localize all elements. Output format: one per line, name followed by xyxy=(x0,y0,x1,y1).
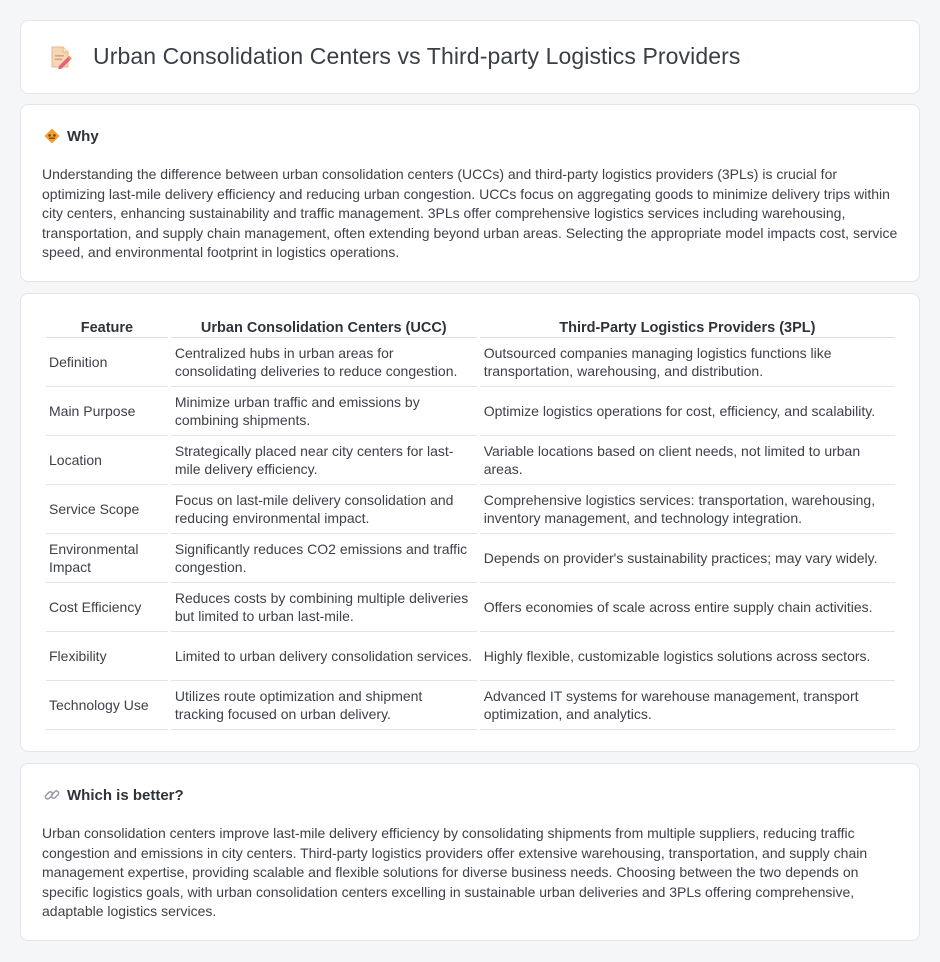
ucc-cell: Centralized hubs in urban areas for consolidating deliveries to reduce congestion. xyxy=(171,338,477,387)
tpl-cell: Advanced IT systems for warehouse management, transport optimization, and analytics. xyxy=(480,681,895,730)
feature-cell: Flexibility xyxy=(46,632,168,681)
why-heading-row xyxy=(43,127,99,145)
ucc-cell: Reduces costs by combining multiple deliveries but limited to urban last-mile. xyxy=(171,583,477,632)
title-row xyxy=(47,43,741,70)
ucc-cell: Utilizes route optimization and shipment tracking focused on urban delivery. xyxy=(171,681,477,730)
document-edit-icon xyxy=(47,44,73,70)
why-heading: Why xyxy=(67,127,99,145)
table-row xyxy=(46,681,895,730)
page-title: Urban Consolidation Centers vs Third-party Logistics Providers xyxy=(93,43,741,69)
table-row xyxy=(46,485,895,534)
tpl-cell: Offers economies of scale across entire supply chain activities. xyxy=(480,583,895,632)
feature-cell: Main Purpose xyxy=(46,387,168,436)
table-row xyxy=(46,338,895,387)
comparison-card xyxy=(20,293,920,752)
comparison-table xyxy=(43,316,898,730)
feature-cell: Cost Efficiency xyxy=(46,583,168,632)
ucc-cell: Focus on last-mile delivery consolidation and reducing environmental impact. xyxy=(171,485,477,534)
tpl-cell: Optimize logistics operations for cost, efficiency, and scalability. xyxy=(480,387,895,436)
better-heading-row xyxy=(43,786,184,804)
feature-cell: Service Scope xyxy=(46,485,168,534)
table-row xyxy=(46,632,895,681)
better-card xyxy=(20,763,920,941)
table-row xyxy=(46,387,895,436)
feature-cell: Environmental Impact xyxy=(46,534,168,583)
header-3pl: Third-Party Logistics Providers (3PL) xyxy=(480,316,895,338)
ucc-cell: Limited to urban delivery consolidation services. xyxy=(171,632,477,681)
table-row xyxy=(46,583,895,632)
tpl-cell: Depends on provider's sustainability practices; may vary widely. xyxy=(480,534,895,583)
why-body: Understanding the difference between urban consolidation centers (UCCs) and third-party logistics providers (3PLs) is crucial for optimizing last-mile delivery efficiency and reducing urban congestion. UCCs focus on aggregating goods to minimize delivery trips within city centers, enhancing sustainability and traffic management. 3PLs offer comprehensive logistics services including warehousing, transportation, and supply chain management, often extending beyond urban areas. Selecting the appropriate model impacts cost, service speed, and environmental footprint in logistics operations. xyxy=(42,166,898,261)
tpl-cell: Comprehensive logistics services: transportation, warehousing, inventory management, and technology integration. xyxy=(480,485,895,534)
feature-cell: Technology Use xyxy=(46,681,168,730)
ucc-cell: Strategically placed near city centers for last-mile delivery efficiency. xyxy=(171,436,477,485)
header-ucc: Urban Consolidation Centers (UCC) xyxy=(171,316,477,338)
better-heading: Which is better? xyxy=(67,786,184,804)
link-icon xyxy=(43,786,61,804)
tpl-cell: Highly flexible, customizable logistics solutions across sectors. xyxy=(480,632,895,681)
tpl-cell: Variable locations based on client needs, not limited to urban areas. xyxy=(480,436,895,485)
better-body: Urban consolidation centers improve last-mile delivery efficiency by consolidating shipments from multiple suppliers, reducing traffic congestion and emissions in city centers. Third-party logistics providers offer extensive warehousing, transportation, and supply chain management expertise, providing scalable and flexible solutions for diverse business needs. Choosing between the two depends on specific logistics goals, with urban consolidation centers excelling in sustainable urban deliveries and 3PLs offering comprehensive, adaptable logistics services. xyxy=(42,825,868,920)
table-row xyxy=(46,534,895,583)
why-card xyxy=(20,104,920,282)
tpl-cell: Outsourced companies managing logistics functions like transportation, warehousing, and distribution. xyxy=(480,338,895,387)
feature-cell: Definition xyxy=(46,338,168,387)
table-row xyxy=(46,436,895,485)
title-card xyxy=(20,20,920,94)
feature-cell: Location xyxy=(46,436,168,485)
table-header-row xyxy=(46,316,895,338)
ucc-cell: Minimize urban traffic and emissions by combining shipments. xyxy=(171,387,477,436)
diamond-icon xyxy=(43,127,61,145)
ucc-cell: Significantly reduces CO2 emissions and traffic congestion. xyxy=(171,534,477,583)
header-feature: Feature xyxy=(46,316,168,338)
